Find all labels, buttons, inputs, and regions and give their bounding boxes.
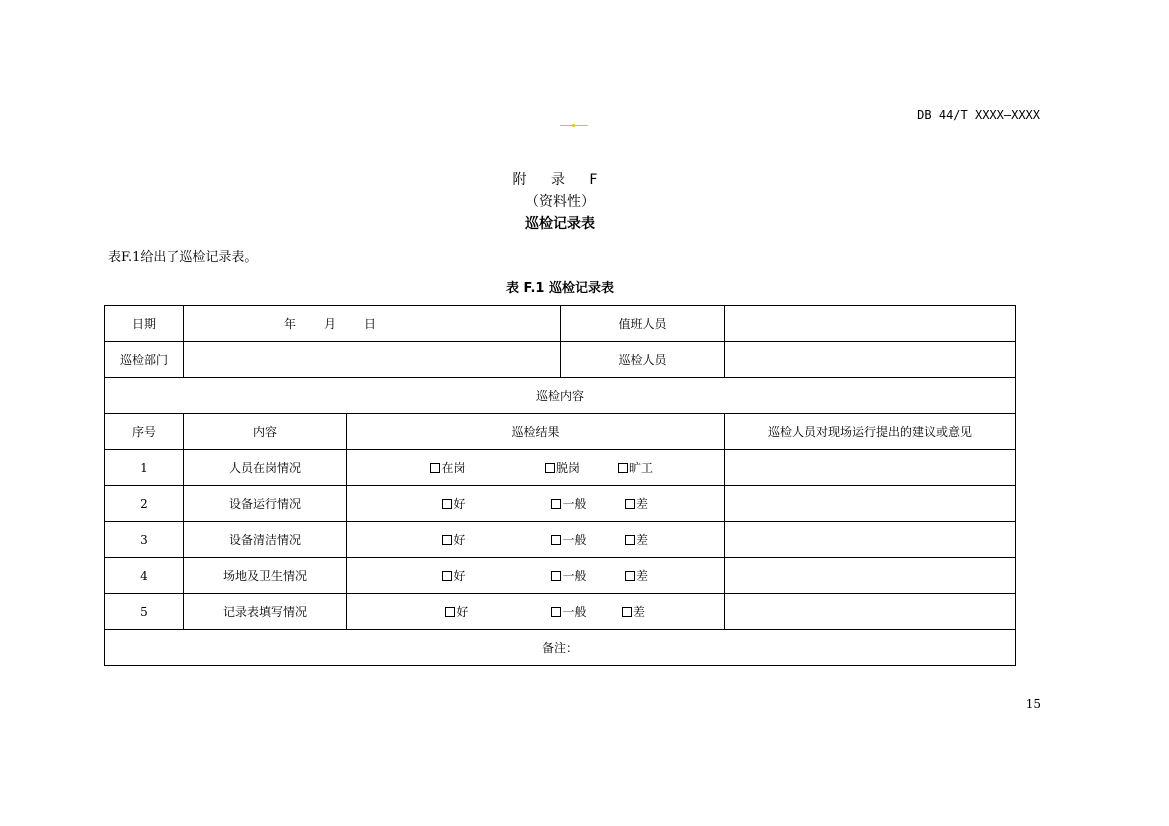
row-item: 记录表填写情况 <box>184 594 347 630</box>
duty-label: 值班人员 <box>561 306 725 342</box>
option-label: 差 <box>636 497 649 511</box>
inspector-label: 巡检人员 <box>561 342 725 378</box>
table-row <box>105 450 1016 486</box>
table-row <box>105 378 1016 414</box>
checkbox-icon <box>551 571 561 581</box>
checkbox-icon <box>551 607 561 617</box>
option-label: 差 <box>633 605 646 619</box>
row-options <box>347 450 725 486</box>
option-label: 好 <box>456 605 469 619</box>
checkbox-icon <box>551 535 561 545</box>
row-no: 3 <box>105 522 184 558</box>
checkbox-icon <box>551 499 561 509</box>
header-mark-dot <box>572 124 575 127</box>
remarks-field[interactable] <box>105 630 1016 666</box>
appendix-name: 巡检记录表 <box>525 216 595 232</box>
option-checkbox[interactable] <box>398 603 516 620</box>
row-options <box>347 522 725 558</box>
option-label: 一般 <box>562 533 587 547</box>
checkbox-icon <box>622 607 632 617</box>
duty-field[interactable] <box>725 306 1016 342</box>
option-label: 一般 <box>562 497 587 511</box>
inspection-record-table <box>104 305 1016 666</box>
document-code: DB 44/T XXXX—XXXX <box>917 108 1040 122</box>
date-year-label: 年 <box>283 317 296 331</box>
row-item: 设备清洁情况 <box>184 522 347 558</box>
row-no: 4 <box>105 558 184 594</box>
row-item: 人员在岗情况 <box>184 450 347 486</box>
option-checkbox[interactable] <box>395 567 513 584</box>
option-label: 在岗 <box>441 461 466 475</box>
option-label: 旷工 <box>629 461 654 475</box>
option-checkbox[interactable] <box>625 567 648 584</box>
row-item: 场地及卫生情况 <box>184 558 347 594</box>
header-mark <box>560 125 588 127</box>
checkbox-icon <box>442 571 452 581</box>
checkbox-icon <box>618 463 628 473</box>
option-checkbox[interactable] <box>513 495 625 512</box>
dept-label: 巡检部门 <box>105 342 184 378</box>
option-checkbox[interactable] <box>513 567 625 584</box>
remarks-label: 备注： <box>542 641 579 655</box>
checkbox-icon <box>625 535 635 545</box>
table-caption: 表 F.1 巡检记录表 <box>505 281 614 296</box>
option-label: 好 <box>453 569 466 583</box>
option-checkbox[interactable] <box>513 531 625 548</box>
row-no: 2 <box>105 486 184 522</box>
row-item: 设备运行情况 <box>184 486 347 522</box>
checkbox-icon <box>442 535 452 545</box>
option-label: 差 <box>636 533 649 547</box>
row-no: 1 <box>105 450 184 486</box>
option-checkbox[interactable] <box>395 495 513 512</box>
content-section-label: 巡检内容 <box>105 378 1016 414</box>
table-header-row <box>105 414 1016 450</box>
appendix-type: （资料性） <box>525 194 595 210</box>
col-result-header: 巡检结果 <box>347 414 725 450</box>
date-field[interactable] <box>184 306 561 342</box>
checkbox-icon <box>625 571 635 581</box>
option-checkbox[interactable] <box>507 459 618 476</box>
table-row <box>105 630 1016 666</box>
checkbox-icon <box>442 499 452 509</box>
option-label: 一般 <box>562 605 587 619</box>
checkbox-icon <box>430 463 440 473</box>
date-day-label: 日 <box>364 317 377 331</box>
option-checkbox[interactable] <box>395 531 513 548</box>
row-options <box>347 594 725 630</box>
option-label: 好 <box>453 497 466 511</box>
intro-text: 表F.1给出了巡检记录表。 <box>108 250 258 265</box>
appendix-title: 附 录 F <box>512 172 608 188</box>
option-checkbox[interactable] <box>618 459 653 476</box>
table-row <box>105 594 1016 630</box>
option-label: 好 <box>453 533 466 547</box>
option-checkbox[interactable] <box>516 603 622 620</box>
table-row <box>105 306 1016 342</box>
table-row <box>105 486 1016 522</box>
checkbox-icon <box>545 463 555 473</box>
table-row <box>105 342 1016 378</box>
row-advice-field[interactable] <box>725 486 1016 522</box>
option-checkbox[interactable] <box>625 495 648 512</box>
option-checkbox[interactable] <box>625 531 648 548</box>
option-label: 一般 <box>562 569 587 583</box>
checkbox-icon <box>445 607 455 617</box>
col-no-header: 序号 <box>105 414 184 450</box>
checkbox-icon <box>625 499 635 509</box>
row-advice-field[interactable] <box>725 594 1016 630</box>
option-checkbox[interactable] <box>622 603 645 620</box>
row-advice-field[interactable] <box>725 522 1016 558</box>
row-options <box>347 486 725 522</box>
row-advice-field[interactable] <box>725 450 1016 486</box>
row-advice-field[interactable] <box>725 558 1016 594</box>
row-no: 5 <box>105 594 184 630</box>
date-month-label: 月 <box>324 317 337 331</box>
inspector-field[interactable] <box>725 342 1016 378</box>
col-advice-header: 巡检人员对现场运行提出的建议或意见 <box>725 414 1016 450</box>
dept-field[interactable] <box>184 342 561 378</box>
row-options <box>347 558 725 594</box>
option-checkbox[interactable] <box>389 459 507 476</box>
page-number: 15 <box>1025 697 1041 711</box>
date-label: 日期 <box>105 306 184 342</box>
table-row <box>105 558 1016 594</box>
col-content-header: 内容 <box>184 414 347 450</box>
table-row <box>105 522 1016 558</box>
option-label: 脱岗 <box>555 461 580 475</box>
option-label: 差 <box>636 569 649 583</box>
